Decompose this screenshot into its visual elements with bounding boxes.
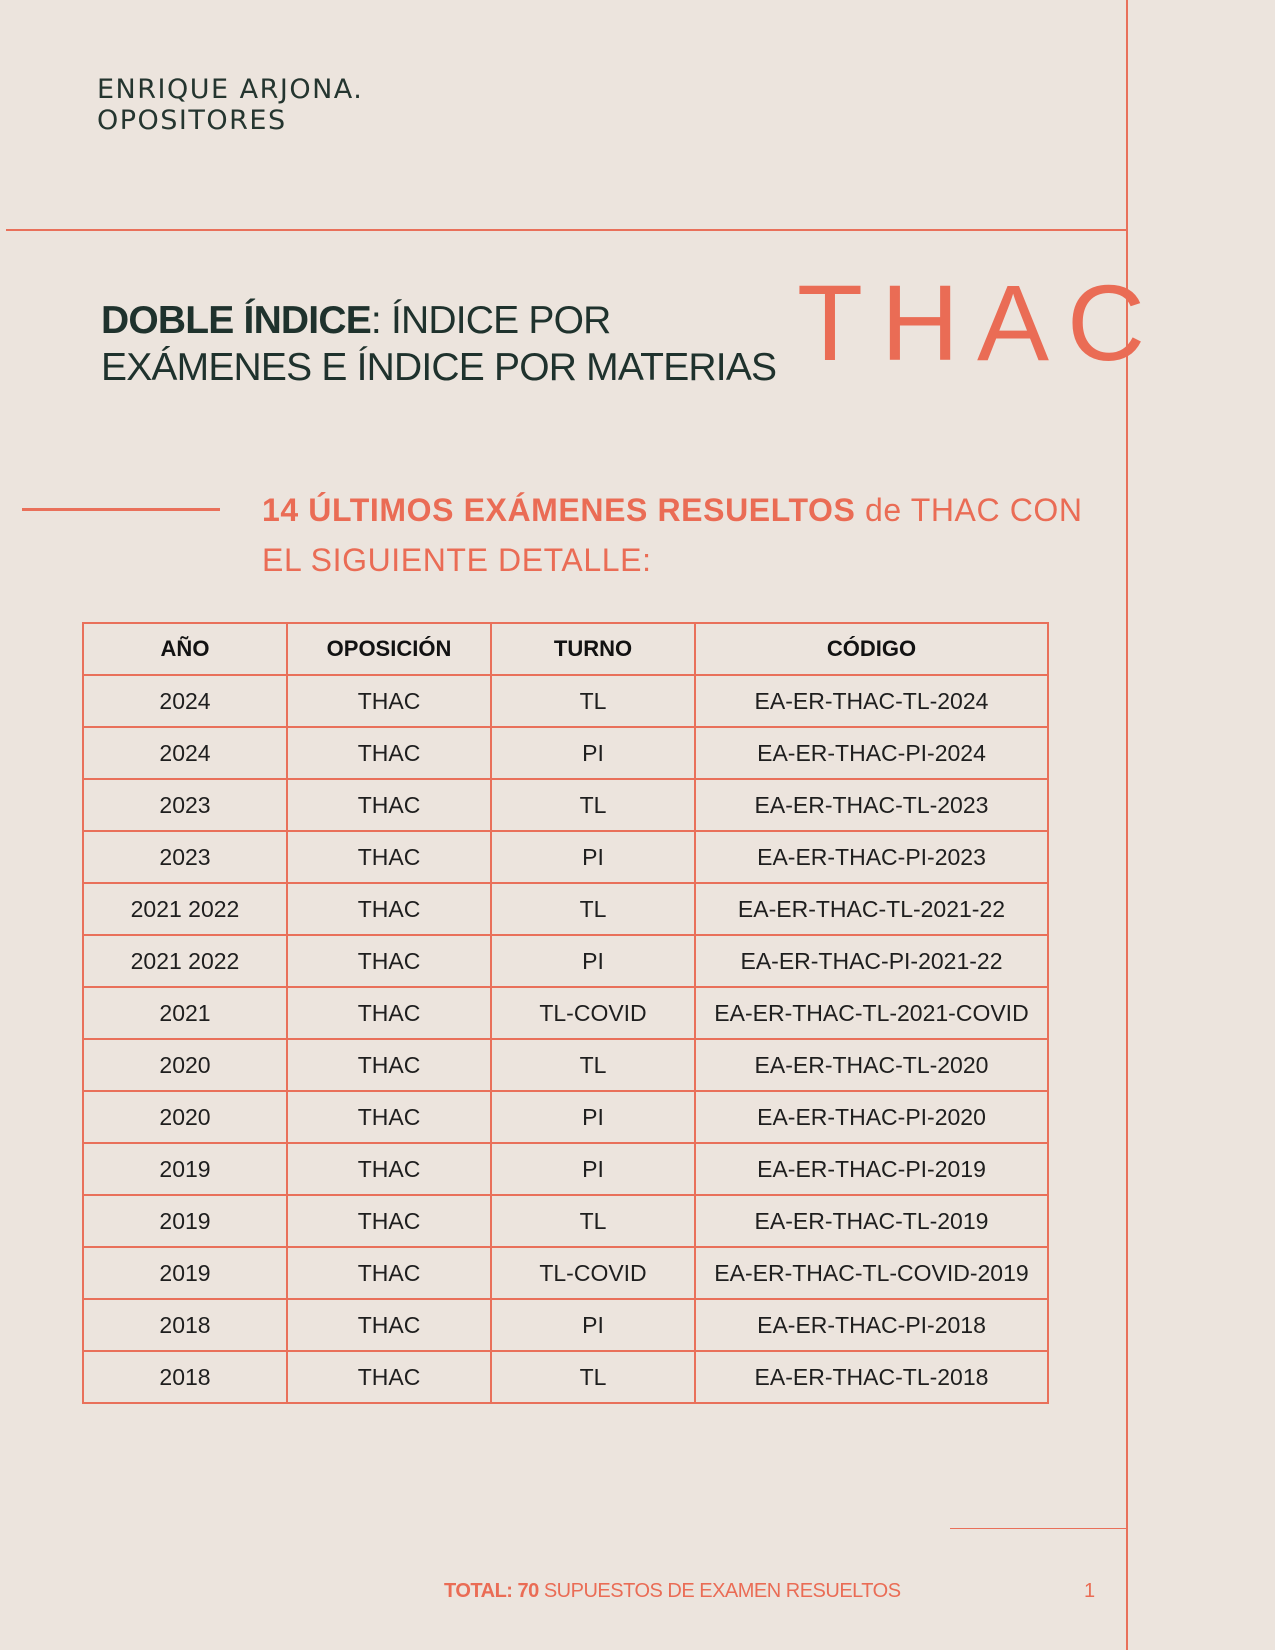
header-divider [6, 229, 1127, 231]
cell-code: EA-ER-THAC-TL-2019 [695, 1195, 1048, 1247]
cell-year: 2021 2022 [83, 935, 287, 987]
footer-total-strong: TOTAL: 70 [444, 1580, 539, 1602]
table-row [83, 1299, 1048, 1351]
cell-shift: PI [491, 1143, 695, 1195]
subheading-strong: 14 ÚLTIMOS EXÁMENES RESUELTOS [262, 492, 856, 528]
cell-code: EA-ER-THAC-PI-2024 [695, 727, 1048, 779]
cell-year: 2021 [83, 987, 287, 1039]
table-row [83, 779, 1048, 831]
page-title [101, 297, 776, 391]
exams-table [82, 622, 1049, 1404]
cell-shift: TL [491, 675, 695, 727]
table-row [83, 1039, 1048, 1091]
cell-code: EA-ER-THAC-TL-2021-COVID [695, 987, 1048, 1039]
cell-year: 2018 [83, 1299, 287, 1351]
cell-exam: THAC [287, 1351, 491, 1403]
column-header-exam: OPOSICIÓN [287, 623, 491, 675]
cell-shift: PI [491, 935, 695, 987]
table-row [83, 1195, 1048, 1247]
cell-year: 2019 [83, 1143, 287, 1195]
cell-exam: THAC [287, 1195, 491, 1247]
cell-exam: THAC [287, 1091, 491, 1143]
cell-shift: TL [491, 1039, 695, 1091]
cell-year: 2019 [83, 1247, 287, 1299]
cell-code: EA-ER-THAC-TL-COVID-2019 [695, 1247, 1048, 1299]
right-margin-rule [1126, 0, 1128, 1650]
cell-exam: THAC [287, 779, 491, 831]
page-title-bold: DOBLE ÍNDICE [101, 299, 371, 342]
table-row [83, 831, 1048, 883]
cell-shift: PI [491, 831, 695, 883]
table-row [83, 1351, 1048, 1403]
cell-year: 2020 [83, 1091, 287, 1143]
footer-total [444, 1580, 901, 1603]
cell-shift: TL [491, 779, 695, 831]
table-header-row [83, 623, 1048, 675]
table-row [83, 1143, 1048, 1195]
column-header-year: AÑO [83, 623, 287, 675]
table-row [83, 935, 1048, 987]
cell-shift: PI [491, 1091, 695, 1143]
cell-exam: THAC [287, 1247, 491, 1299]
brand-line-2: OPOSITORES [97, 105, 287, 136]
exam-code-heading: THAC [797, 262, 1163, 383]
cell-shift: TL [491, 1195, 695, 1247]
brand-line-1: ENRIQUE ARJONA. [97, 74, 364, 105]
cell-code: EA-ER-THAC-PI-2019 [695, 1143, 1048, 1195]
brand-logo [97, 74, 363, 136]
cell-shift: TL [491, 883, 695, 935]
cell-exam: THAC [287, 1299, 491, 1351]
column-header-shift: TURNO [491, 623, 695, 675]
cell-exam: THAC [287, 727, 491, 779]
cell-exam: THAC [287, 831, 491, 883]
cell-year: 2024 [83, 727, 287, 779]
cell-code: EA-ER-THAC-PI-2018 [695, 1299, 1048, 1351]
cell-shift: TL-COVID [491, 987, 695, 1039]
cell-year: 2020 [83, 1039, 287, 1091]
table-row [83, 1247, 1048, 1299]
table-row [83, 987, 1048, 1039]
cell-year: 2023 [83, 831, 287, 883]
table-row [83, 883, 1048, 935]
footer-total-rest: SUPUESTOS DE EXAMEN RESUELTOS [538, 1580, 901, 1602]
cell-code: EA-ER-THAC-TL-2018 [695, 1351, 1048, 1403]
table-row [83, 675, 1048, 727]
cell-year: 2024 [83, 675, 287, 727]
section-accent-line [22, 508, 220, 511]
page-number: 1 [1084, 1580, 1096, 1602]
page-title-rest: : ÍNDICE POR [370, 299, 611, 342]
cell-code: EA-ER-THAC-PI-2023 [695, 831, 1048, 883]
cell-code: EA-ER-THAC-TL-2024 [695, 675, 1048, 727]
cell-code: EA-ER-THAC-TL-2023 [695, 779, 1048, 831]
cell-year: 2019 [83, 1195, 287, 1247]
cell-exam: THAC [287, 987, 491, 1039]
cell-shift: PI [491, 1299, 695, 1351]
subheading-rest: de THAC CON EL SIGUIENTE DETALLE: [262, 492, 1083, 578]
column-header-code: CÓDIGO [695, 623, 1048, 675]
section-subheading [262, 485, 1092, 585]
cell-code: EA-ER-THAC-PI-2020 [695, 1091, 1048, 1143]
cell-exam: THAC [287, 883, 491, 935]
table-row [83, 727, 1048, 779]
cell-shift: PI [491, 727, 695, 779]
cell-year: 2021 2022 [83, 883, 287, 935]
cell-code: EA-ER-THAC-TL-2021-22 [695, 883, 1048, 935]
cell-code: EA-ER-THAC-PI-2021-22 [695, 935, 1048, 987]
cell-exam: THAC [287, 1039, 491, 1091]
cell-exam: THAC [287, 675, 491, 727]
cell-shift: TL-COVID [491, 1247, 695, 1299]
cell-exam: THAC [287, 935, 491, 987]
cell-code: EA-ER-THAC-TL-2020 [695, 1039, 1048, 1091]
cell-year: 2018 [83, 1351, 287, 1403]
cell-shift: TL [491, 1351, 695, 1403]
cell-exam: THAC [287, 1143, 491, 1195]
page-title-line-2: EXÁMENES E ÍNDICE POR MATERIAS [101, 346, 777, 389]
cell-year: 2023 [83, 779, 287, 831]
table-row [83, 1091, 1048, 1143]
footer-divider [950, 1528, 1126, 1529]
